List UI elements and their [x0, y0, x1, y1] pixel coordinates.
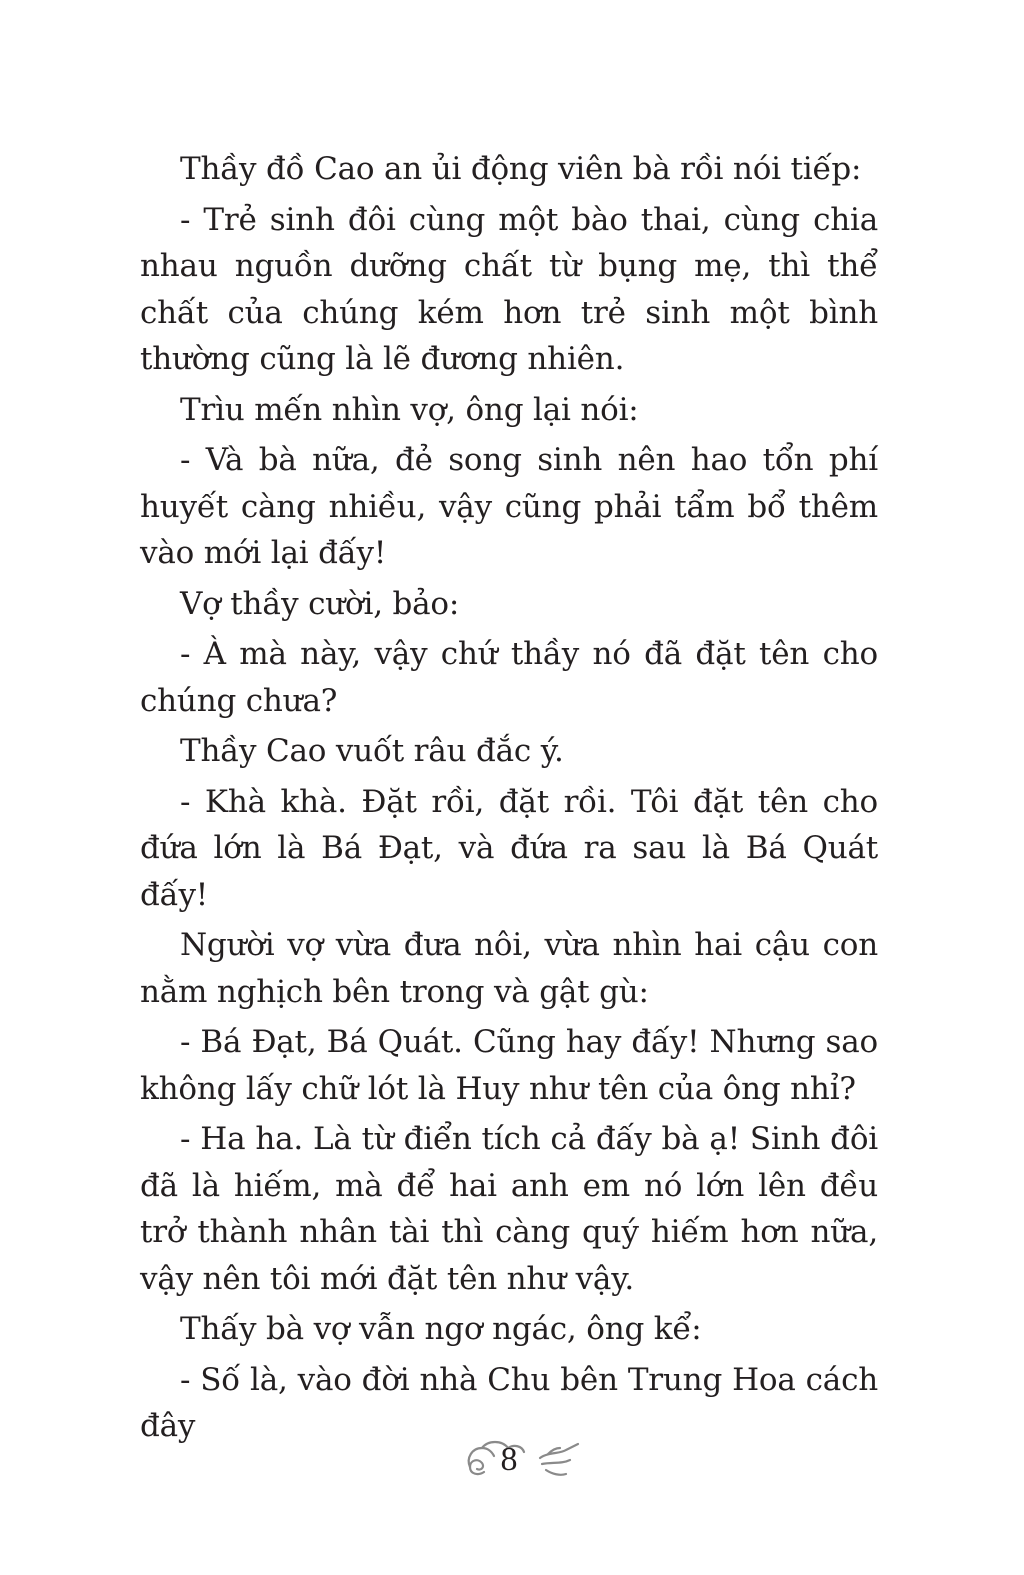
paragraph-13: - Số là, vào đời nhà Chu bên Trung Hoa cách đây — [140, 1361, 878, 1444]
paragraph-11: - Ha ha. Là từ điển tích cả đấy bà ạ! Sinh đôi đã là hiếm, mà để hai anh em nó lớn lên đều trở thành nhân tài thì càng quý hiếm hơn nữa, vậy nên tôi mới đặt tên như vậy. — [140, 1121, 878, 1297]
paragraph-3: Trìu mến nhìn vợ, ông lại nói: — [180, 391, 639, 428]
paragraph-12: Thấy bà vợ vẫn ngơ ngác, ông kể: — [180, 1311, 702, 1347]
page-footer — [0, 1430, 1024, 1500]
paragraph-8: - Khà khà. Đặt rồi, đặt rồi. Tôi đặt tên cho đứa lớn là Bá Đạt, và đứa ra sau là Bá Quát đấy! — [140, 783, 878, 913]
paragraph-2: - Trẻ sinh đôi cùng một bào thai, cùng chia nhau nguồn dưỡng chất từ bụng mẹ, thì thể chất của chúng kém hơn trẻ sinh một bình thường cũng là lẽ đương nhiên. — [140, 201, 878, 377]
paragraph-10: - Bá Đạt, Bá Quát. Cũng hay đấy! Nhưng sao không lấy chữ lót là Huy như tên của ông nhỉ? — [140, 1024, 878, 1107]
paragraph-1: Thầy đồ Cao an ủi động viên bà rồi nói tiếp: — [180, 151, 862, 187]
page-number: 8 — [500, 1441, 518, 1478]
body-text — [140, 146, 878, 1454]
paragraph-7: Thầy Cao vuốt râu đắc ý. — [180, 733, 564, 769]
paragraph-5: Vợ thầy cười, bảo: — [180, 585, 460, 622]
paragraph-4: - Và bà nữa, đẻ song sinh nên hao tổn phí huyết càng nhiều, vậy cũng phải tẩm bổ thêm vào mới lại đấy! — [140, 442, 878, 571]
paragraph-6: - À mà này, vậy chứ thầy nó đã đặt tên cho chúng chưa? — [140, 636, 878, 719]
paragraph-9: Người vợ vừa đưa nôi, vừa nhìn hai cậu con nằm nghịch bên trong và gật gù: — [140, 927, 878, 1010]
